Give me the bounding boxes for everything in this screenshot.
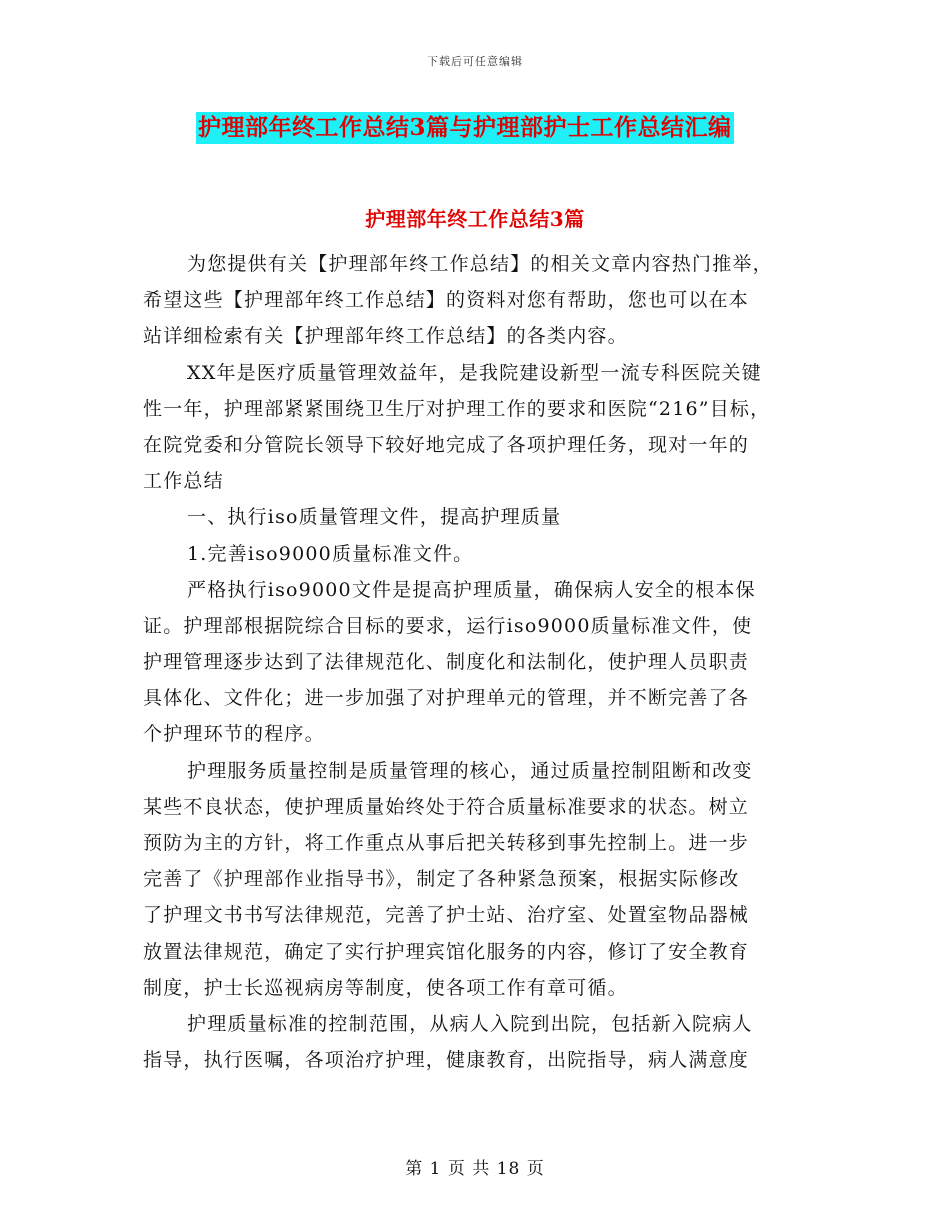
text-line: 工作总结 bbox=[143, 470, 224, 493]
text-line: 完善了《护理部作业指导书》，制定了各种紧急预案，根据实际修改 bbox=[143, 868, 740, 891]
text-line: 性一年，护理部紧紧围绕卫生厅对护理工作的要求和医院“216”目标， bbox=[143, 397, 771, 420]
text-line: 具体化、文件化；进一步加强了对护理单元的管理，并不断完善了各 bbox=[143, 687, 750, 710]
text-line: 了护理文书书写法律规范，完善了护士站、治疗室、处置室物品器械 bbox=[143, 904, 750, 927]
section-heading: 一、执行iso质量管理文件，提高护理质量 bbox=[187, 506, 562, 529]
text-line: 预防为主的方针，将工作重点从事后把关转移到事先控制上。进一步 bbox=[143, 832, 750, 854]
section-title: 护理部年终工作总结3篇 bbox=[365, 207, 585, 231]
text-line: 站详细检索有关【护理部年终工作总结】的各类内容。 bbox=[143, 325, 628, 348]
document-main-title: 护理部年终工作总结3篇与护理部护士工作总结汇编 bbox=[196, 112, 734, 144]
text-line: XX年是医疗质量管理效益年，是我院建设新型一流专科医院关键 bbox=[187, 361, 762, 384]
text-line: 护理管理逐步达到了法律规范化、制度化和法制化，使护理人员职责 bbox=[143, 651, 750, 674]
text-line: 某些不良状态，使护理质量始终处于符合质量标准要求的状态。树立 bbox=[143, 795, 750, 818]
text-line: 严格执行iso9000文件是提高护理质量，确保病人安全的根本保 bbox=[187, 578, 756, 601]
document-body bbox=[143, 246, 807, 1078]
text-line: 放置法律规范，确定了实行护理宾馆化服务的内容，修订了安全教育 bbox=[143, 940, 750, 963]
text-line: 制度，护士长巡视病房等制度，使各项工作有章可循。 bbox=[143, 976, 628, 999]
text-line: 证。护理部根据院综合目标的要求，运行iso9000质量标准文件，使 bbox=[143, 614, 753, 637]
text-line: 为您提供有关【护理部年终工作总结】的相关文章内容热门推举， bbox=[187, 253, 773, 275]
text-line: 护理服务质量控制是质量管理的核心，通过质量控制阻断和改变 bbox=[187, 759, 753, 782]
text-line: 希望这些【护理部年终工作总结】的资料对您有帮助，您也可以在本 bbox=[143, 289, 750, 312]
subsection-heading: 1.完善iso9000质量标准文件。 bbox=[187, 542, 474, 565]
text-line: 在院党委和分管院长领导下较好地完成了各项护理任务，现对一年的 bbox=[143, 433, 750, 456]
text-line: 个护理环节的程序。 bbox=[143, 723, 325, 746]
text-line: 指导，执行医嘱，各项治疗护理，健康教育，出院指导，病人满意度 bbox=[143, 1049, 750, 1072]
text-line: 护理质量标准的控制范围，从病人入院到出院，包括新入院病人 bbox=[187, 1012, 753, 1035]
page-number: 第 1 页 共 18 页 bbox=[405, 1159, 545, 1179]
page-header-note: 下载后可任意编辑 bbox=[427, 55, 523, 68]
